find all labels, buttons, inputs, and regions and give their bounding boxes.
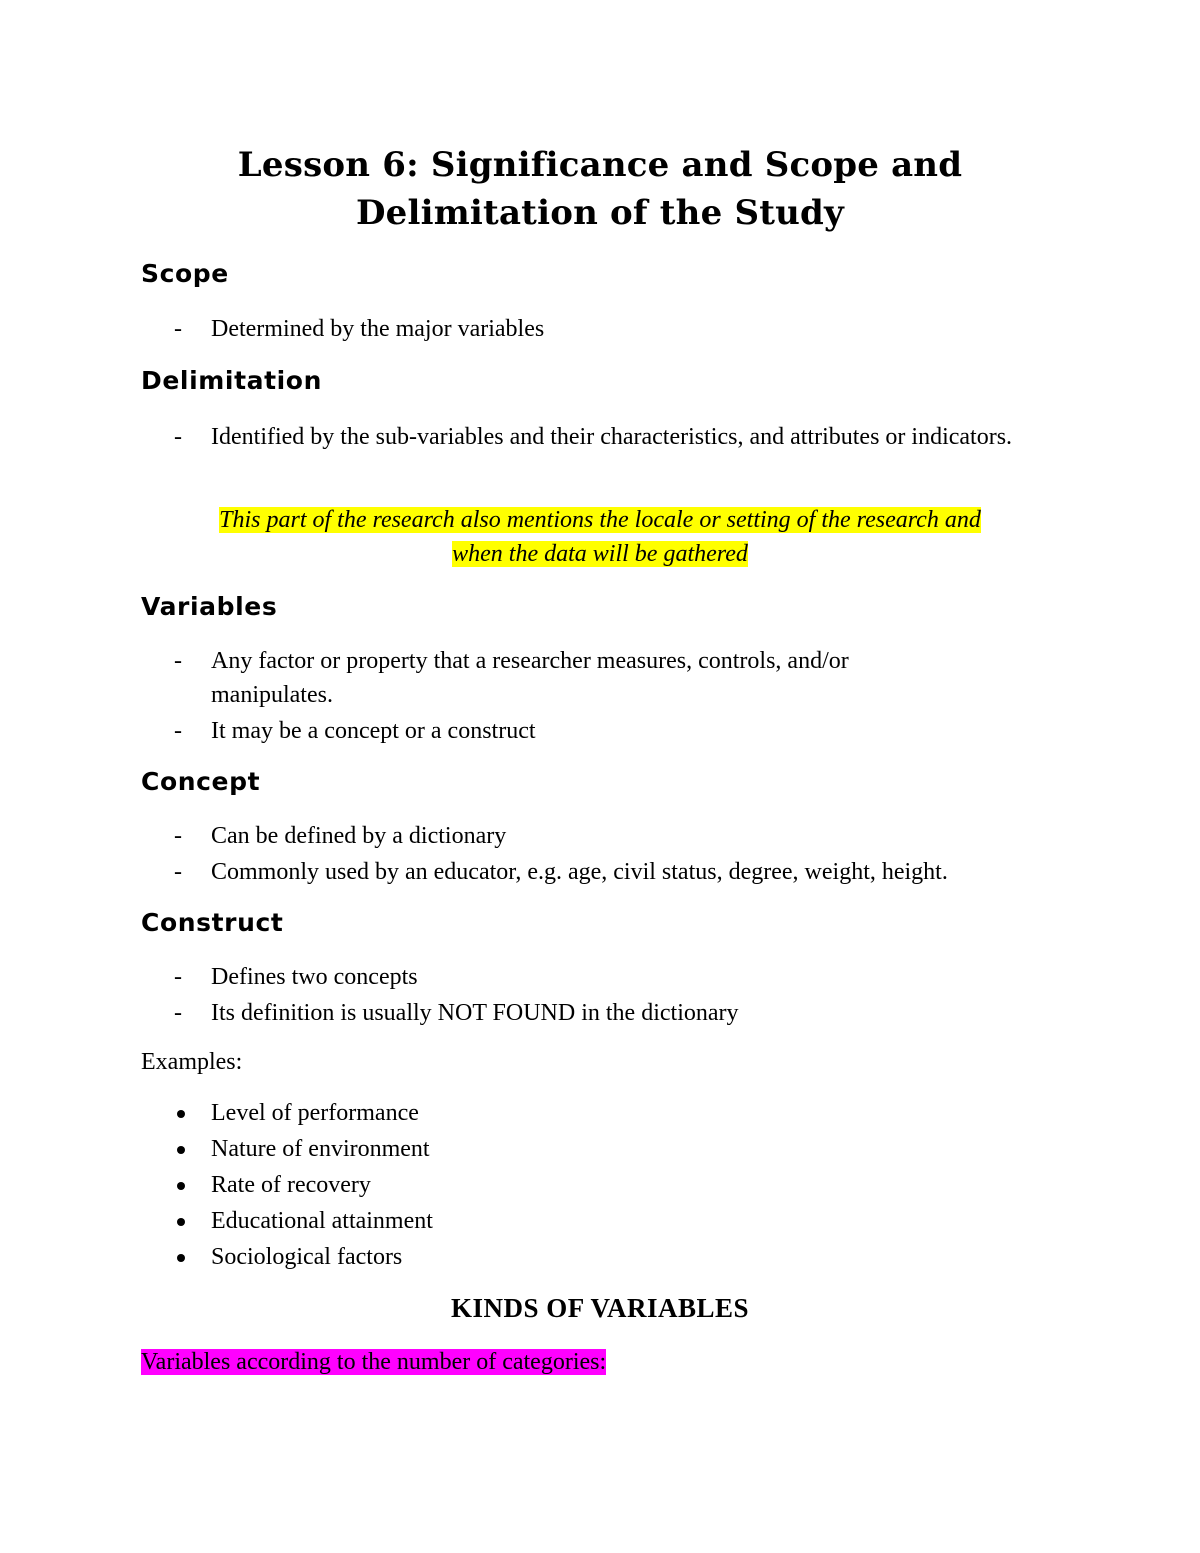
- page-title: [140, 141, 1060, 237]
- heading-concept: Concept: [141, 767, 261, 796]
- dash-marker: -: [174, 1000, 182, 1026]
- variables-list: [0, 644, 1071, 750]
- list-item-text: It may be a concept or a construct: [211, 718, 536, 744]
- kinds-of-variables-heading: KINDS OF VARIABLES: [450, 1293, 750, 1323]
- heading-scope: Scope: [141, 259, 229, 288]
- examples-label: Examples:: [141, 1049, 243, 1075]
- heading-construct: Construct: [141, 908, 284, 937]
- bullet-marker: [177, 1182, 185, 1190]
- list-item-text: Defines two concepts: [211, 964, 418, 990]
- list-item: [0, 1240, 1071, 1274]
- list-item-text: Its definition is usually NOT FOUND in the dictionary: [211, 1000, 739, 1026]
- dash-marker: -: [174, 648, 182, 674]
- delimitation-list: [0, 420, 1041, 456]
- note-line-1: This part of the research also mentions the locale or setting of the research and: [219, 507, 981, 533]
- examples-list: [0, 1096, 1071, 1276]
- list-item-text: Level of performance: [211, 1100, 419, 1126]
- dash-marker: -: [174, 823, 182, 849]
- concept-list: [0, 819, 1071, 891]
- list-item-text: Determined by the major variables: [211, 316, 545, 342]
- list-item: [0, 1096, 1071, 1130]
- list-item: [0, 312, 1071, 346]
- list-item: [0, 855, 1071, 889]
- list-item-text: Commonly used by an educator, e.g. age, civil status, degree, weight, height.: [211, 859, 948, 885]
- list-item: [0, 714, 1071, 748]
- scope-list: [0, 312, 1071, 348]
- list-item-text: Rate of recovery: [211, 1172, 371, 1198]
- list-item: [0, 1168, 1071, 1202]
- categories-caption: [141, 1346, 606, 1378]
- note-line-2: when the data will be gathered: [452, 541, 748, 567]
- categories-caption-text: Variables according to the number of categories:: [141, 1349, 607, 1375]
- list-item: [0, 1204, 1071, 1238]
- list-item: [0, 960, 1071, 994]
- bullet-marker: [177, 1218, 185, 1226]
- list-item-text: Any factor or property that a researcher measures, controls, and/or manipulates.: [211, 648, 849, 708]
- list-item: [0, 644, 971, 712]
- dash-marker: -: [174, 859, 182, 885]
- list-item-text: Nature of environment: [211, 1136, 430, 1162]
- bullet-marker: [177, 1110, 185, 1118]
- highlighted-note: [140, 503, 1060, 571]
- construct-list: [0, 960, 1071, 1032]
- dash-marker: -: [174, 964, 182, 990]
- list-item: [0, 1132, 1071, 1166]
- title-line-2: Delimitation of the Study: [356, 193, 844, 233]
- bullet-marker: [177, 1146, 185, 1154]
- list-item-text: Can be defined by a dictionary: [211, 823, 507, 849]
- list-item-text: Sociological factors: [211, 1244, 403, 1270]
- title-line-1: Lesson 6: Significance and Scope and: [237, 145, 963, 185]
- dash-marker: -: [174, 424, 182, 450]
- dash-marker: -: [174, 718, 182, 744]
- list-item: [0, 819, 1071, 853]
- list-item-text: Educational attainment: [211, 1208, 433, 1234]
- list-item: [0, 996, 1071, 1030]
- dash-marker: -: [174, 316, 182, 342]
- bullet-marker: [177, 1254, 185, 1262]
- heading-variables: Variables: [141, 592, 278, 621]
- list-item-text: Identified by the sub-variables and their characteristics, and attributes or indicators.: [211, 424, 1013, 450]
- heading-delimitation: Delimitation: [141, 366, 322, 395]
- list-item: [0, 420, 1041, 454]
